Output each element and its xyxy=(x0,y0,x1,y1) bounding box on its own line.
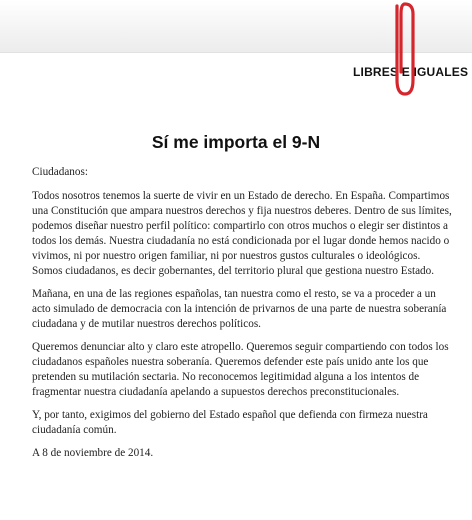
paperclip-icon xyxy=(384,0,424,100)
logo-text: LIBRES E IGUALES xyxy=(353,65,469,79)
letter-date: A 8 de noviembre de 2014. xyxy=(32,447,154,459)
letter-paragraph-2: Mañana, en una de las regiones españolas, tan nuestra como el resto, se va a proceder a un acto simulado de democracia con la intención de privarnos de una parte de nuestra soberanía ciudadana y de mutilar nuestros derechos políticos. xyxy=(32,288,447,330)
letter-paragraph-3: Queremos denunciar alto y claro este atropello. Queremos seguir compartiendo con todos los ciudadanos españoles nuestra soberanía. Queremos defender este país unido ante los que pretenden su mutilación sectaria. No reconocemos legitimidad alguna a los intentos de fragmentar nuestra ciudadanía apelando a supuestos derechos preconstitucionales. xyxy=(32,341,449,398)
letter-greeting: Ciudadanos: xyxy=(32,166,88,178)
document-title: Sí me importa el 9-N xyxy=(151,132,321,152)
letter-body xyxy=(32,165,452,469)
letter-paragraph-1: Todos nosotros tenemos la suerte de vivir en un Estado de derecho. En España. Compartimos una Constitución que ampara nuestros derechos y fija nuestros deberes. Dentro de sus límites, podemos diseñar nuestro perfil político: compartirlo con otros muchos o elegir ser distintos a todos los demás. Nuestra ciudadanía no está condicionada por el lugar donde hemos nacido o vivimos, ni por nuestro origen familiar, ni por nuestros gustos culturales o ideológicos. Somos ciudadanos, es decir gobernantes, del territorio plural que gestiona nuestro Estado. xyxy=(32,190,452,277)
letter-paragraph-4: Y, por tanto, exigimos del gobierno del Estado español que defienda con firmeza nuestra ciudadanía común. xyxy=(32,409,428,436)
